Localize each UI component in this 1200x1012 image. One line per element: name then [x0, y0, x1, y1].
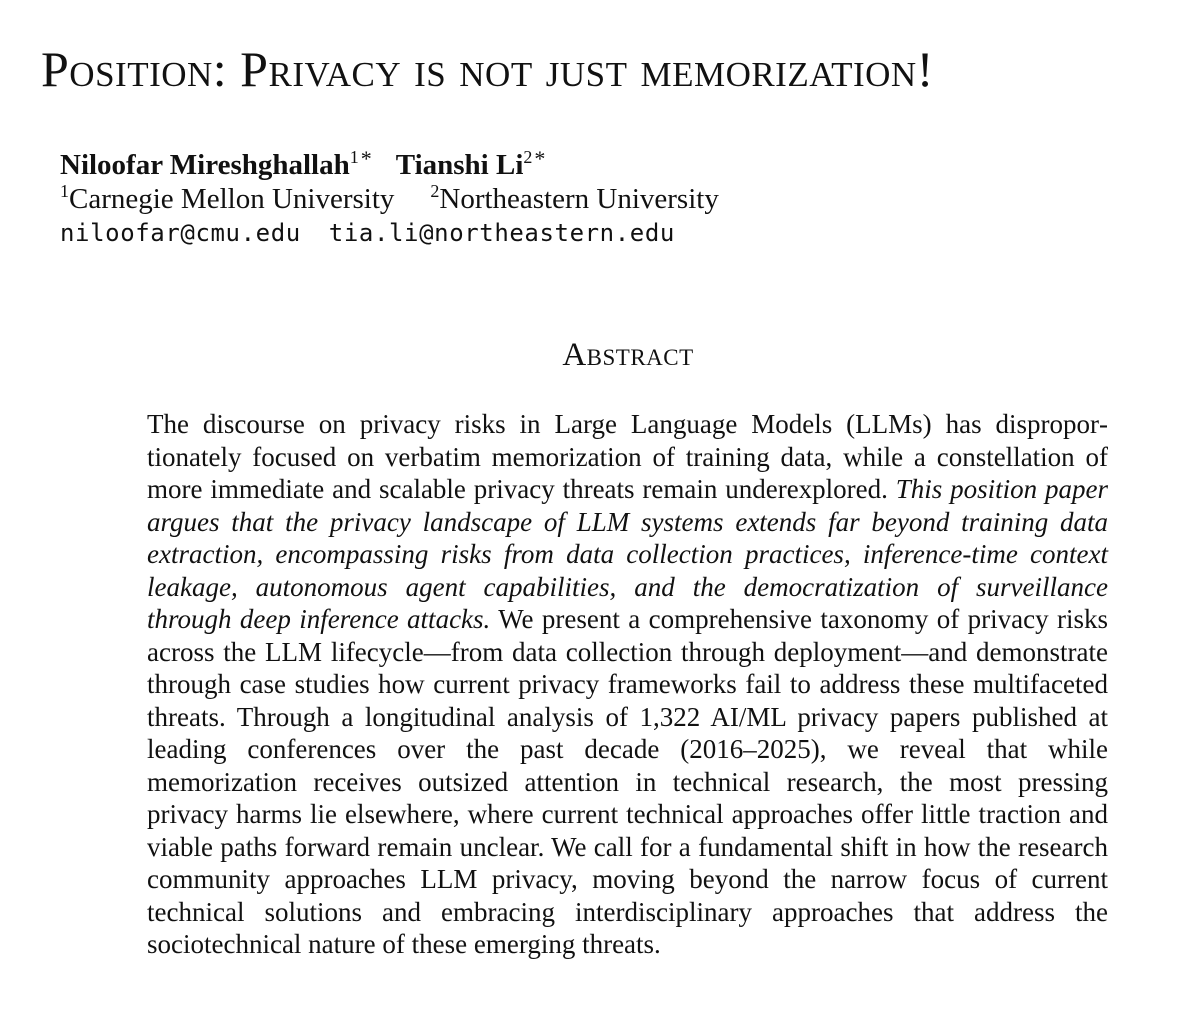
- affiliation-marker: 2: [523, 147, 533, 167]
- equal-contribution-mark: *: [534, 146, 546, 171]
- affiliation-index: 1: [60, 181, 69, 201]
- abstract-text: [147, 408, 1108, 961]
- paper-title: Position: Privacy is not just memorization!: [41, 41, 934, 97]
- email: tia.li@northeastern.edu: [328, 219, 675, 247]
- author-name: Tianshi Li: [395, 149, 524, 181]
- affiliation-name: Carnegie Mellon University: [69, 183, 395, 215]
- affiliation-index: 2: [430, 181, 440, 201]
- affiliation-name: Northeastern University: [439, 183, 719, 215]
- author-names: [60, 148, 1060, 182]
- affiliation-marker: 1: [349, 147, 359, 167]
- author-emails: [60, 216, 1060, 250]
- abstract-text-part: We present a comprehensive taxonomy of privacy risks across the LLM lifecycle—from data collection through deployment—and demonstrate through case studies how current privacy frameworks fail to address these multifaceted threats. Through a longitudinal analysis of 1,322 AI/ML privacy papers published at leading conferences over the past decade (2016–2025), we reveal that while memorization receives outsized attention in technical research, the most pressing privacy harms lie elsewhere, where current technical approaches offer little traction and viable paths forward remain unclear. We call for a fundamental shift in how the research community approaches LLM privacy, moving beyond the narrow focus of current technical solutions and embracing interdisciplinary approaches that address the sociotechnical nature of these emerging threats.: [147, 604, 1109, 959]
- author-name: Niloofar Mireshghallah: [60, 149, 350, 181]
- abstract-emphasis: This position paper argues that the privacy landscape of LLM systems extends far beyond training data extraction, encompassing risks from data collection practices, inference-time context leakage, autonomous agent capabilities, and the democratization of surveillance through deep inference attacks.: [147, 474, 1108, 634]
- abstract-text-part: The discourse on privacy risks in Large Language Models (LLMs) has disproportionately focused on verbatim memorization of training data, while a constellation of more immediate and scalable privacy threats remain underexplored.: [147, 409, 1108, 504]
- email: niloofar@cmu.edu: [60, 219, 301, 247]
- abstract-heading: Abstract: [562, 337, 694, 373]
- affiliations: [60, 182, 1060, 216]
- equal-contribution-mark: *: [360, 146, 372, 171]
- author-block: [60, 148, 1060, 250]
